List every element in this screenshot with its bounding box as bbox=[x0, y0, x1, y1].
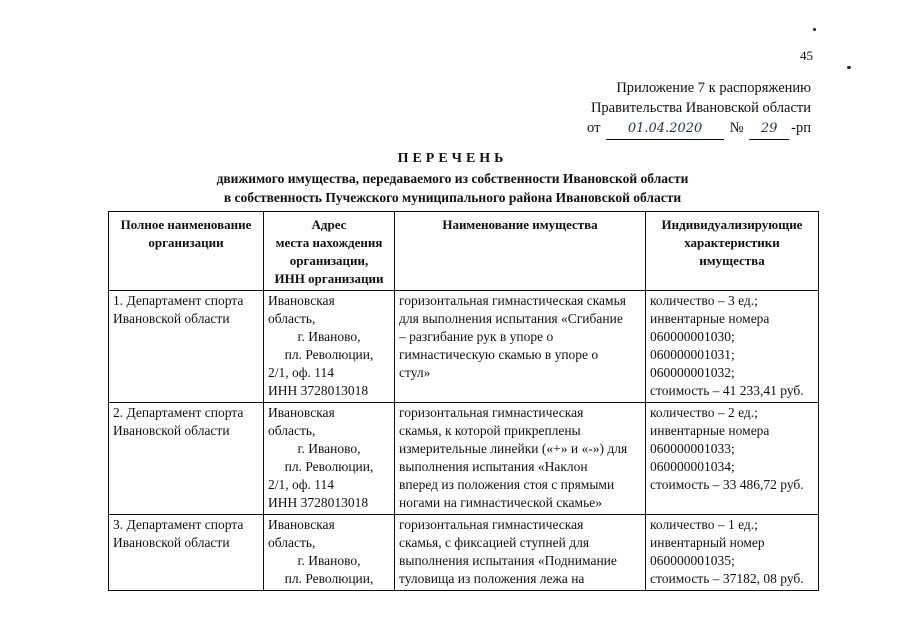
handwritten-date: 01.04.2020 bbox=[606, 119, 724, 140]
appendix-line-2: Правительства Ивановской области bbox=[590, 100, 811, 116]
header-organization: Полное наименование организации bbox=[109, 212, 264, 291]
title-subtitle-2: в собственность Пучежского муниципального района Ивановской области bbox=[223, 190, 682, 205]
cell-address: Ивановская область, г. Иваново, пл. Революции, 2/1, оф. 114 ИНН 3728013018 bbox=[264, 403, 395, 515]
order-suffix: -рп bbox=[791, 120, 811, 136]
cell-organization: 2. Департамент спорта Ивановской области bbox=[109, 403, 264, 515]
header-property-name: Наименование имущества bbox=[395, 212, 646, 291]
appendix-line-1: Приложение 7 к распоряжению bbox=[616, 80, 811, 96]
document-title bbox=[0, 149, 905, 207]
header-address: Адрес места нахождения организации, ИНН организации bbox=[264, 212, 395, 291]
title-main: ПЕРЕЧЕНЬ bbox=[397, 151, 508, 166]
cell-organization: 3. Департамент спорта Ивановской области bbox=[109, 515, 264, 591]
cell-organization: 1. Департамент спорта Ивановской области bbox=[109, 291, 264, 403]
handwritten-number: 29 bbox=[749, 119, 789, 140]
page-number: 45 bbox=[800, 48, 813, 63]
number-label: № bbox=[729, 120, 744, 136]
appendix-header bbox=[587, 78, 811, 140]
scan-speck bbox=[813, 28, 816, 31]
cell-address: Ивановская область, г. Иваново, пл. Революции, bbox=[264, 515, 395, 591]
from-label: от bbox=[587, 120, 601, 136]
cell-address: Ивановская область, г. Иваново, пл. Революции, 2/1, оф. 114 ИНН 3728013018 bbox=[264, 291, 395, 403]
appendix-line-3 bbox=[587, 118, 811, 140]
table-row bbox=[109, 403, 819, 515]
cell-property-name: горизонтальная гимнастическая скамья, к которой прикреплены измерительные линейки («+» и «-») для выполнения испытания «Наклон вперед из положения стоя с прямыми ногами на гимнастической скамье» bbox=[395, 403, 646, 515]
scan-speck bbox=[847, 66, 851, 69]
cell-property-name: горизонтальная гимнастическая скамья для выполнения испытания «Сгибание – разгибание рук в упоре о гимнастическую скамью в упоре о стул» bbox=[395, 291, 646, 403]
property-table bbox=[108, 211, 819, 591]
table-row bbox=[109, 291, 819, 403]
title-subtitle-1: движимого имущества, передаваемого из собственности Ивановской области bbox=[216, 171, 689, 186]
cell-characteristics: количество – 1 ед.; инвентарный номер 060000001035; стоимость – 37182, 08 руб. bbox=[646, 515, 819, 591]
cell-characteristics: количество – 3 ед.; инвентарные номера 060000001030; 060000001031; 060000001032; стоимость – 41 233,41 руб. bbox=[646, 291, 819, 403]
table-row bbox=[109, 515, 819, 591]
table-header-row bbox=[109, 212, 819, 291]
cell-characteristics: количество – 2 ед.; инвентарные номера 060000001033; 060000001034; стоимость – 33 486,72 руб. bbox=[646, 403, 819, 515]
cell-property-name: горизонтальная гимнастическая скамья, с фиксацией ступней для выполнения испытания «Поднимание туловища из положения лежа на bbox=[395, 515, 646, 591]
header-characteristics: Индивидуализирующие характеристики имущества bbox=[646, 212, 819, 291]
